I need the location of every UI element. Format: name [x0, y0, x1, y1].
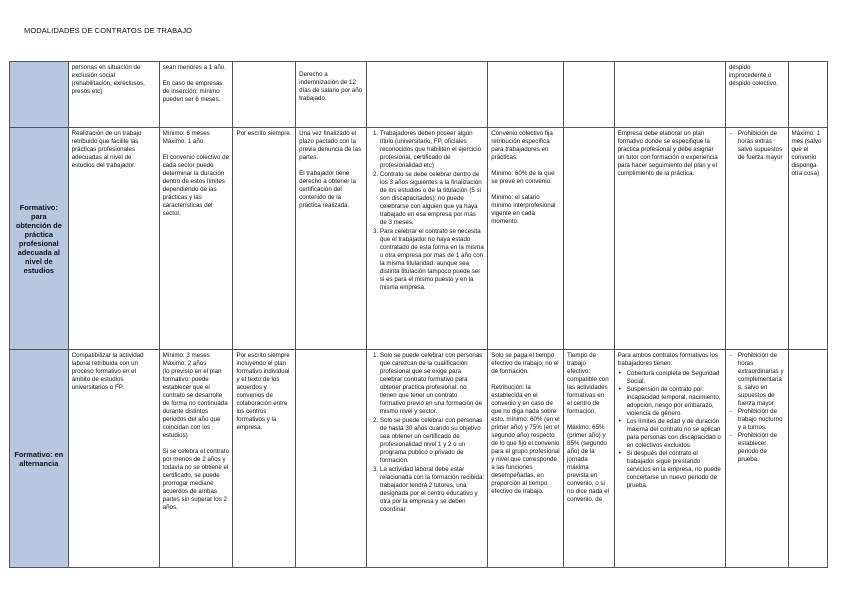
table-row [10, 350, 828, 568]
list-item: • Cobertura completa de Seguridad Social. [627, 370, 722, 386]
list-item: - Prohibición de trabajo nocturno y a turnos. [738, 408, 785, 432]
list-item: • Los límites de edad y de duración máxima del contrato no se aplican para personas con discapacidad o en colectivos excluidos. [627, 418, 722, 450]
list-item: - Prohibición de horas extras salvo supuestos de fuerza mayor [738, 130, 785, 162]
cell-rights: Para ambos contratos formativos los trabajadores tienen: • Cobertura completa de Seguridad Social. • Suspensión de contrato por: incapacidad temporal, nacimiento, adopción, riesgo por embarazo, violencia de género. • Los límites de edad y de duración máxima del contrato no se aplican para personas con discapacidad o en colectivos excluidos. • Si después del contrato el trabajador sigue prestando servicios en la empresa, no puede concertarse un nuevo periodo de prueba. [614, 350, 725, 568]
cell-restrictions: despido improcedente o despido colectivo. [725, 62, 788, 128]
list-item: • Si después del contrato el trabajador sigue prestando servicios en la empresa, no puede concertarse un nuevo periodo de prueba. [627, 450, 722, 490]
list-item: 3. Para celebrar el contrato se necesita que el trabajador no haya estado contratado de esta forma en la misma u otra empresa por mas de 1 año con la misma titularidad: aunque sea distinta titulación tampoco puede ser si es para el mismo puesto y en la misma empresa. [380, 228, 484, 292]
cell-termination: Una vez finalizado el plazo pactado con la previa denuncia de las partes. El trabajador tiene derecho a obtener la certificación del contenido de la práctica realizada. [296, 128, 367, 350]
cell-restrictions [725, 350, 788, 568]
cell-requirements [366, 128, 487, 350]
cell-termination [296, 350, 367, 568]
cell-duration: Mínimo: 6 meses Máximo: 1 año El convenio colectivo de cada sector puede determinar la duración dentro de estos límites dependiendo de las prácticas y las características del sector. [159, 128, 233, 350]
list-item: 2. Contrato se debe celebrar dentro de los 3 años siguientes a la finalización de los estudios o de la titulación (5 si son discapacitados): no puede celebrarse con alguien que ya haya trabajado en esa empresa por más de 3 meses. [380, 171, 484, 227]
cell-hours: Tiempo de trabajo efectivo: compatible con las actividades formativas en el centro de formación. Máximo: 65% (primer año) y 85% (segundo año) de la jornada máxima prevista en convenio, o si no dice nada el convenio, de [564, 350, 615, 568]
list-item: 1. Trabajadores deben poseer algún título (universitario, FP, oficiales reconocidos que habiliten el ejercicio profesional, certificado de profesionalidad etc) [380, 130, 484, 170]
cell-rights [614, 62, 725, 128]
contracts-table [9, 61, 828, 568]
list-item: 3. La actividad laboral debe estar relacionada con la formación recibida: trabajador tendrá 2 tutores, una designada por el centro educativo y otra por la empresa y se deben coordinar [380, 466, 484, 514]
row-header [10, 62, 69, 128]
list-item: - Prohibición de horas extraordinarias y complementarias, salvo en supuestos de fuerza mayor [738, 352, 785, 408]
cell-requirements [366, 350, 487, 568]
cell-hours [564, 62, 615, 128]
row-header: Formativo: en alternancia [10, 350, 69, 568]
cell-restrictions [725, 128, 788, 350]
cell-form [233, 62, 296, 128]
row-header: Formativo: para obtención de práctica profesional adecuada al nivel de estudios [10, 128, 69, 350]
cell-description: personas en situación de exclusión social (rehabilitación, exreclusos, presos etc) [68, 62, 159, 128]
list-item: • Suspensión de contrato por: incapacidad temporal, nacimiento, adopción, riesgo por embarazo, violencia de género. [627, 386, 722, 418]
list-item: - Prohibición de establecer periodo de prueba. [738, 432, 785, 464]
cell-trial [788, 350, 828, 568]
cell-description: Compatibilizar la actividad laboral retribuida con un proceso formativo en el ámbito de estudios universitarios o FP. [68, 350, 159, 568]
cell-termination: Derecho a indemnización de 12 días de salario por año trabajado. [296, 62, 367, 128]
list-item: 1. Solo se puede celebrar con personas que carezcan de la cualificación profesional que se exige para celebrar contrato formativo para obtener practica profesional: no tienen que tener un contrato formativo previo en una formación de mismo nivel y sector. [380, 352, 484, 416]
cell-form: Por escrito siempre incluyendo el plan formativo individual y el texto de los acuerdos y convenios de colaboración entre los centros formativos y la empresa. [233, 350, 296, 568]
cell-salary: Convenio colectivo fija retribución específica para trabajadores en prácticas. Mínimo: 60% de la que se prevé en convenio. Mínimo: el salario mínimo interprofesional vigente en cada momento. [488, 128, 564, 350]
cell-requirements [366, 62, 487, 128]
table-row [10, 128, 828, 350]
cell-trial: Máximo: 1 mes (salvo que el convenio disponga otra cosa) [788, 128, 828, 350]
cell-salary: Solo se paga el tiempo efectivo de trabajo, no el de formación. Retribución: la establecida en el convenio y en caso de que no diga nada sobre esto, mínimo: 60% (en el primer año) y 75% (en el segundo año) respecto de lo que fijó el convenio para el grupo profesional y nivel que corresponde a las funciones desempeñadas, en proporción al tiempo efectivo de trabajo. [488, 350, 564, 568]
document-title: MODALIDADES DE CONTRATOS DE TRABAJO [24, 26, 193, 35]
cell-description: Realización de un trabajo retribuido que facilite las prácticas profesionales adecuadas al nivel de estudios del trabajador. [68, 128, 159, 350]
cell-duration: sean menores a 1 año. En caso de empresas de inserción: mínimo pueden ser 6 meses. [159, 62, 233, 128]
table-row [10, 62, 828, 128]
cell-hours [564, 128, 615, 350]
cell-rights: Empresa debe elaborar un plan formativo donde se especifique la practica profesional y debe asignar un tutor con formación o experiencia para hacer seguimiento del plan y el cumplimiento de la práctica. [614, 128, 725, 350]
cell-trial [788, 62, 828, 128]
list-item: 2. Solo se puede celebrar con personas de hasta 30 años cuando su objetivo sea obtener un certificado de profesionalidad nivel 1 y 2 o un programa publico o privado de formación. [380, 417, 484, 465]
cell-duration: Mínimo: 3 meses Máximo: 2 años (lo previsto en el plan formativo: puede establecer que el contrato se desarrolle de forma no continuada durante distintos periodos del año que coincidan con los estudios) Si se celebra el contrato por menos de 2 años y todavía no se obtiene el certificado, se puede prorrogar mediane acuerdos de ambas partes sin superar los 2 años. [159, 350, 233, 568]
cell-salary [488, 62, 564, 128]
cell-form: Por escrito siempre. [233, 128, 296, 350]
